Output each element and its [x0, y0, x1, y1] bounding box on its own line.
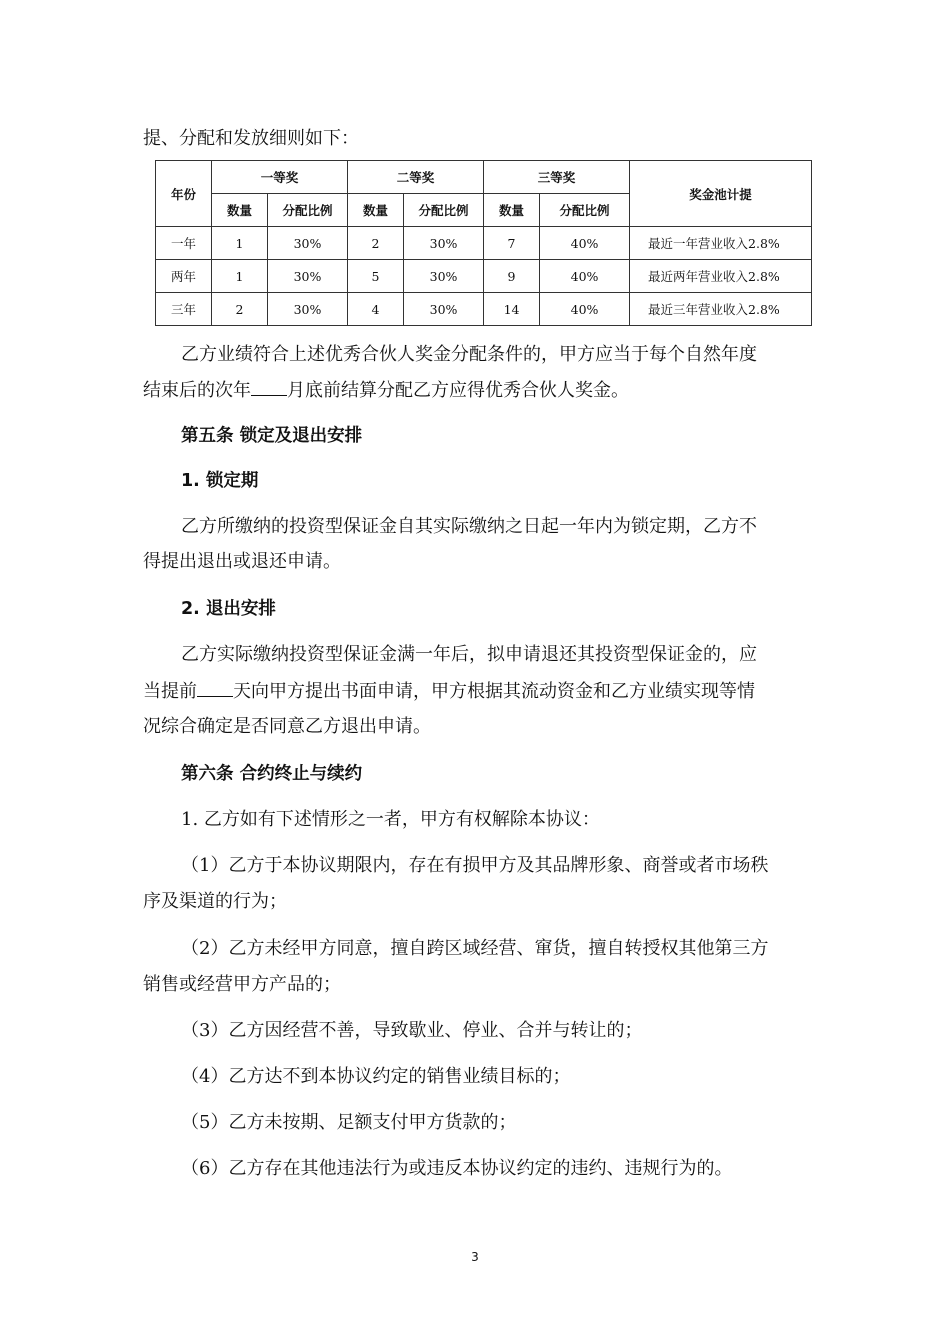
cell-ratio1: 30%: [268, 227, 348, 260]
term-item-1-line1: （1）乙方于本协议期限内，存在有损甲方及其品牌形象、商誉或者市场秩: [181, 855, 769, 876]
cell-ratio1: 30%: [268, 260, 348, 293]
term-item-4: （4）乙方达不到本协议约定的销售业绩目标的；: [181, 1066, 571, 1087]
lock-paragraph-line2: 得提出退出或退还申请。: [143, 551, 341, 572]
exit-paragraph-line3: 况综合确定是否同意乙方退出申请。: [143, 716, 431, 737]
bonus-paragraph-line2: [143, 381, 813, 400]
days-blank: [197, 682, 233, 697]
header-third-prize: 三等奖: [484, 161, 630, 194]
term-item-2-line2: 销售或经营甲方产品的；: [143, 974, 341, 995]
month-blank: [251, 381, 287, 396]
bonus-text-b: 月底前结算分配乙方应得优秀合伙人奖金。: [287, 380, 629, 401]
section-exit-heading: 2. 退出安排: [181, 599, 276, 619]
subheader-ratio: 分配比例: [268, 194, 348, 227]
cell-pool: 最近三年营业收入2.8%: [630, 293, 812, 326]
cell-ratio3: 40%: [540, 293, 630, 326]
header-year: 年份: [156, 161, 212, 227]
exit-text-b: 天向甲方提出书面申请，甲方根据其流动资金和乙方业绩实现等情: [233, 681, 755, 702]
cell-year: 一年: [156, 227, 212, 260]
term-item-6: （6）乙方存在其他违法行为或违反本协议约定的违约、违规行为的。: [181, 1158, 733, 1179]
header-first-prize: 一等奖: [212, 161, 348, 194]
table-row: [156, 260, 812, 293]
lock-paragraph-line1: 乙方所缴纳的投资型保证金自其实际缴纳之日起一年内为锁定期，乙方不: [181, 516, 757, 537]
bonus-text-a: 结束后的次年: [143, 380, 251, 401]
cell-year: 两年: [156, 260, 212, 293]
page-number: 3: [471, 1250, 479, 1264]
cell-qty3: 9: [484, 260, 540, 293]
term-item-5: （5）乙方未按期、足额支付甲方货款的；: [181, 1112, 517, 1133]
cell-ratio3: 40%: [540, 227, 630, 260]
section-lock-heading: 1. 锁定期: [181, 471, 259, 491]
cell-ratio2: 30%: [404, 293, 484, 326]
bonus-paragraph-line1: 乙方业绩符合上述优秀合伙人奖金分配条件的，甲方应当于每个自然年度: [181, 344, 757, 365]
cell-ratio2: 30%: [404, 227, 484, 260]
cell-qty2: 4: [348, 293, 404, 326]
cell-pool: 最近一年营业收入2.8%: [630, 227, 812, 260]
table-header-row: [156, 161, 812, 194]
article-6-heading: 第六条 合约终止与续约: [181, 764, 363, 784]
header-pool: 奖金池计提: [630, 161, 812, 227]
header-second-prize: 二等奖: [348, 161, 484, 194]
table-row: [156, 293, 812, 326]
cell-ratio3: 40%: [540, 260, 630, 293]
cell-qty1: 1: [212, 227, 268, 260]
cell-qty1: 2: [212, 293, 268, 326]
subheader-ratio: 分配比例: [540, 194, 630, 227]
term-item-1-line2: 序及渠道的行为；: [143, 891, 287, 912]
subheader-qty: 数量: [484, 194, 540, 227]
exit-paragraph-line1: 乙方实际缴纳投资型保证金满一年后，拟申请退还其投资型保证金的，应: [181, 644, 757, 665]
article-5-heading: 第五条 锁定及退出安排: [181, 426, 363, 446]
term-item-3: （3）乙方因经营不善，导致歇业、停业、合并与转让的；: [181, 1020, 643, 1041]
bonus-allocation-table: [155, 160, 812, 326]
subheader-ratio: 分配比例: [404, 194, 484, 227]
table-row: [156, 227, 812, 260]
cell-ratio1: 30%: [268, 293, 348, 326]
cell-qty2: 2: [348, 227, 404, 260]
intro-line: 提、分配和发放细则如下：: [143, 128, 359, 149]
cell-qty1: 1: [212, 260, 268, 293]
cell-ratio2: 30%: [404, 260, 484, 293]
cell-qty2: 5: [348, 260, 404, 293]
term-item-2-line1: （2）乙方未经甲方同意，擅自跨区域经营、窜货，擅自转授权其他第三方: [181, 938, 769, 959]
subheader-qty: 数量: [212, 194, 268, 227]
cell-qty3: 14: [484, 293, 540, 326]
cell-pool: 最近两年营业收入2.8%: [630, 260, 812, 293]
exit-paragraph-line2: [143, 682, 813, 701]
cell-year: 三年: [156, 293, 212, 326]
cell-qty3: 7: [484, 227, 540, 260]
termination-intro: 1. 乙方如有下述情形之一者，甲方有权解除本协议：: [181, 809, 600, 830]
subheader-qty: 数量: [348, 194, 404, 227]
exit-text-a: 当提前: [143, 681, 197, 702]
